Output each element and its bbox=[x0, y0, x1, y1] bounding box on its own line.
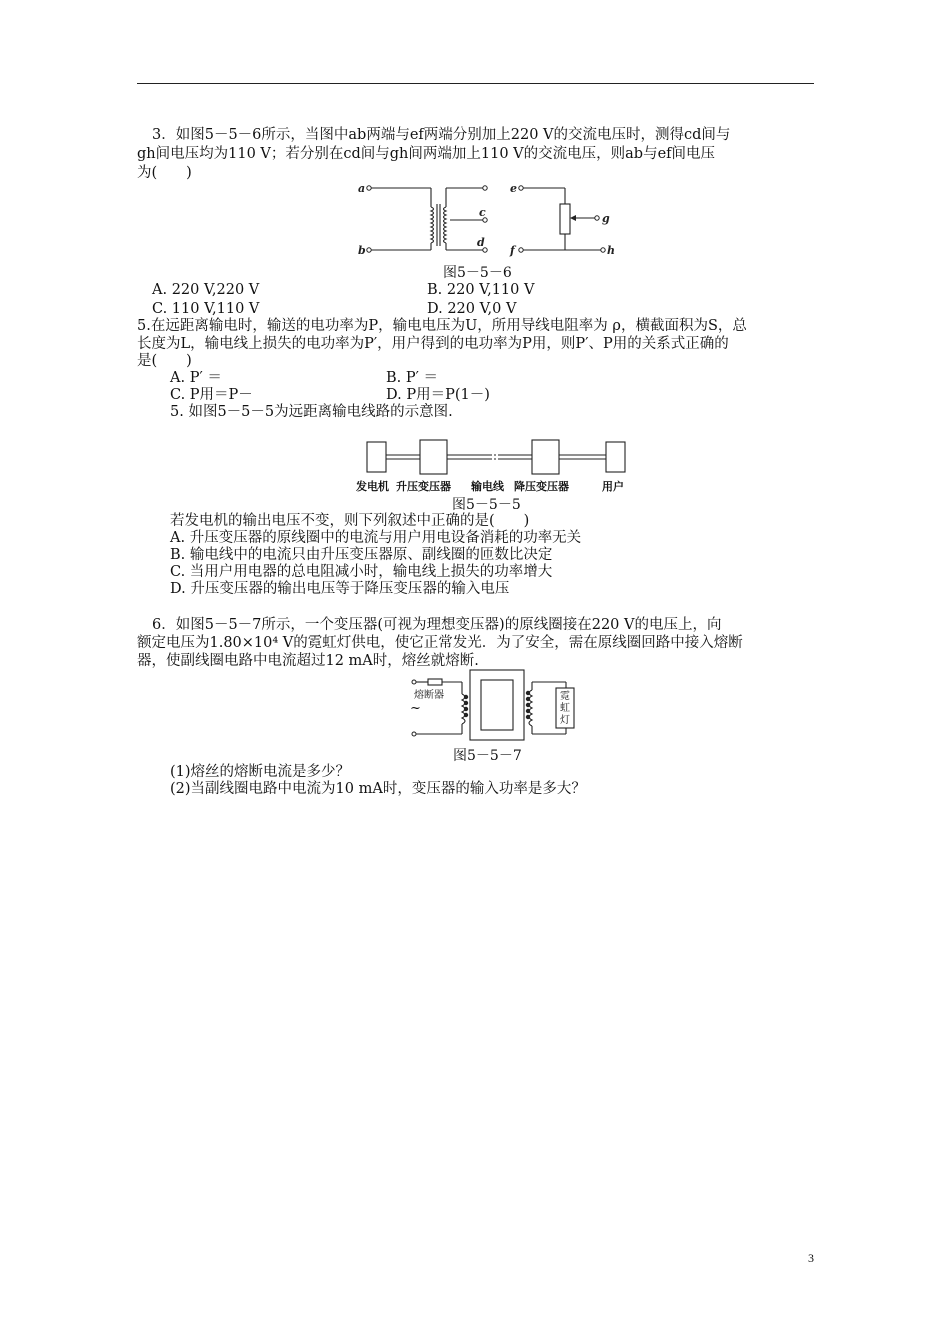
diagram-label-generator: 发电机 bbox=[356, 480, 389, 493]
q5a-option-b: B. P′ ＝ bbox=[386, 370, 439, 386]
q3-option-a: A. 220 V,220 V bbox=[152, 282, 260, 298]
label-fuse: 熔断器 bbox=[414, 690, 444, 701]
label-b: b bbox=[358, 244, 366, 257]
diagram-label-stepdown: 降压变压器 bbox=[514, 480, 569, 493]
q5b-intro: 5. 如图5－5－5为远距离输电线路的示意图. bbox=[170, 404, 453, 420]
q6-line2: 额定电压为1.80×10⁴ V的霓虹灯供电，使它正常发光．为了安全，需在原线圈回路中接入熔断 bbox=[137, 635, 743, 651]
q5a-option-d: D. P用＝P(1－) bbox=[386, 387, 490, 403]
q3-option-d: D. 220 V,0 V bbox=[427, 301, 517, 317]
q5b-option-d: D. 升压变压器的输出电压等于降压变压器的输入电压 bbox=[170, 581, 510, 597]
figure-5-5-6 bbox=[355, 178, 615, 258]
q5a-option-a: A. P′ ＝ bbox=[170, 370, 222, 386]
q3-line3: 为( ) bbox=[137, 165, 192, 181]
q5a-line2: 长度为L，输电线上损失的电功率为P′，用户得到的电功率为P用，则P′、P用的关系式正确的 bbox=[137, 336, 729, 352]
q5a-option-c: C. P用＝P－ bbox=[170, 387, 253, 403]
label-ac: ~ bbox=[410, 701, 421, 716]
q5a-line3: 是( ) bbox=[137, 353, 192, 369]
label-d: d bbox=[477, 236, 485, 249]
label-f: f bbox=[510, 244, 515, 257]
figure-5-5-5 bbox=[352, 436, 632, 496]
q6-line1: 6．如图5－5－7所示，一个变压器(可视为理想变压器)的原线圈接在220 V的电压上，向 bbox=[152, 617, 722, 633]
q5b-option-b: B. 输电线中的电流只由升压变压器原、副线圈的匝数比决定 bbox=[170, 547, 553, 563]
label-e: e bbox=[510, 182, 517, 195]
q6-sub1: (1)熔丝的熔断电流是多少？ bbox=[170, 764, 351, 780]
label-neon-1: 霓 bbox=[560, 691, 570, 702]
label-h: h bbox=[607, 244, 615, 257]
q3-line2: gh间电压均为110 V；若分别在cd间与gh间两端加上110 V的交流电压，则ab与ef间电压 bbox=[137, 146, 716, 162]
header-rule bbox=[137, 83, 814, 84]
q3-option-c: C. 110 V,110 V bbox=[152, 301, 260, 317]
diagram-label-stepup: 升压变压器 bbox=[396, 480, 451, 493]
label-a: a bbox=[358, 182, 366, 195]
q6-line3: 器，使副线圈电路中电流超过12 mA时，熔丝就熔断. bbox=[137, 653, 479, 669]
diagram-label-user: 用户 bbox=[602, 480, 624, 493]
q5b-stem: 若发电机的输出电压不变，则下列叙述中正确的是( ) bbox=[170, 513, 530, 529]
q5b-option-a: A. 升压变压器的原线圈中的电流与用户用电设备消耗的功率无关 bbox=[170, 530, 582, 546]
diagram-label-line: 输电线 bbox=[471, 480, 504, 493]
label-neon-2: 虹 bbox=[560, 703, 570, 714]
label-neon-3: 灯 bbox=[560, 715, 570, 726]
caption-5-5-7: 图5－5－7 bbox=[453, 748, 522, 764]
label-c: c bbox=[479, 206, 486, 219]
figure-5-5-7 bbox=[408, 666, 578, 746]
q6-sub2: (2)当副线圈电路中电流为10 mA时，变压器的输入功率是多大？ bbox=[170, 781, 586, 797]
q3-option-b: B. 220 V,110 V bbox=[427, 282, 535, 298]
caption-5-5-6: 图5－5－6 bbox=[443, 265, 512, 281]
caption-5-5-5: 图5－5－5 bbox=[452, 497, 521, 513]
page-number: 3 bbox=[808, 1251, 814, 1265]
q3-line1: 3．如图5－5－6所示，当图中ab两端与ef两端分别加上220 V的交流电压时，测得cd间与 bbox=[152, 127, 731, 143]
q5b-option-c: C. 当用户用电器的总电阻减小时，输电线上损失的功率增大 bbox=[170, 564, 553, 580]
label-g: g bbox=[602, 212, 610, 225]
q5a-line1: 5.在远距离输电时，输送的电功率为P，输电电压为U，所用导线电阻率为 ρ，横截面积为S，总 bbox=[137, 318, 747, 334]
